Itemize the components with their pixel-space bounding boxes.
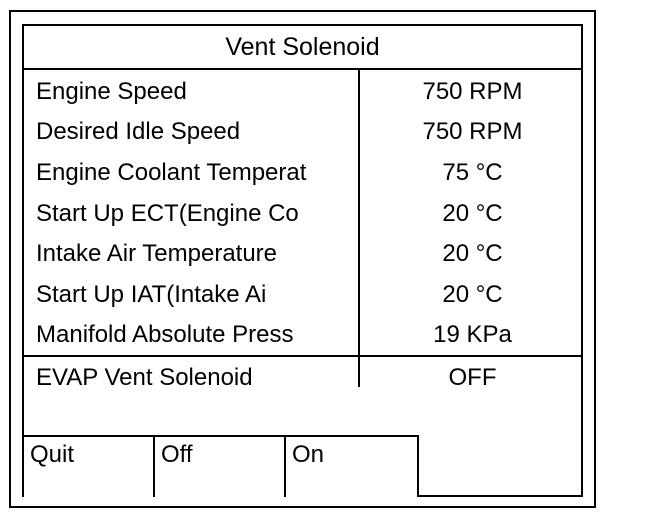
on-button[interactable]: On <box>286 437 417 497</box>
parameter-value: 20 °C <box>442 281 503 308</box>
parameter-row-startup-iat <box>24 275 581 315</box>
quit-button[interactable]: Quit <box>24 437 155 497</box>
parameter-row-intake-air-temp <box>24 234 581 274</box>
parameter-value: 20 °C <box>442 200 503 227</box>
parameter-label: Engine Speed <box>36 78 187 105</box>
parameter-label: Manifold Absolute Press <box>36 321 294 348</box>
parameter-label: Intake Air Temperature <box>36 240 278 267</box>
parameter-row-engine-speed <box>24 72 581 112</box>
section-divider <box>24 355 581 357</box>
control-state-value: OFF <box>448 364 497 391</box>
parameter-value: 20 °C <box>442 240 503 267</box>
off-button[interactable]: Off <box>155 437 286 497</box>
parameter-label: Start Up ECT(Engine Co <box>36 200 299 227</box>
parameter-value: 75 °C <box>442 159 503 186</box>
control-label: EVAP Vent Solenoid <box>36 364 253 391</box>
parameter-row-manifold-pressure <box>24 315 581 355</box>
parameter-value: 19 KPa <box>433 321 512 348</box>
parameter-label: Engine Coolant Temperat <box>36 159 307 186</box>
parameter-value: 750 RPM <box>422 78 523 105</box>
vent-solenoid-panel <box>22 24 583 497</box>
panel-title: Vent Solenoid <box>24 26 581 70</box>
parameter-label: Start Up IAT(Intake Ai <box>36 281 267 308</box>
parameter-value: 750 RPM <box>422 118 523 145</box>
parameter-label: Desired Idle Speed <box>36 118 241 145</box>
softkey-bar <box>24 435 419 497</box>
parameter-row-startup-ect <box>24 194 581 234</box>
parameter-row-engine-coolant-temp <box>24 153 581 193</box>
parameter-row-desired-idle-speed <box>24 112 581 152</box>
control-row-evap-vent-solenoid <box>24 358 581 398</box>
